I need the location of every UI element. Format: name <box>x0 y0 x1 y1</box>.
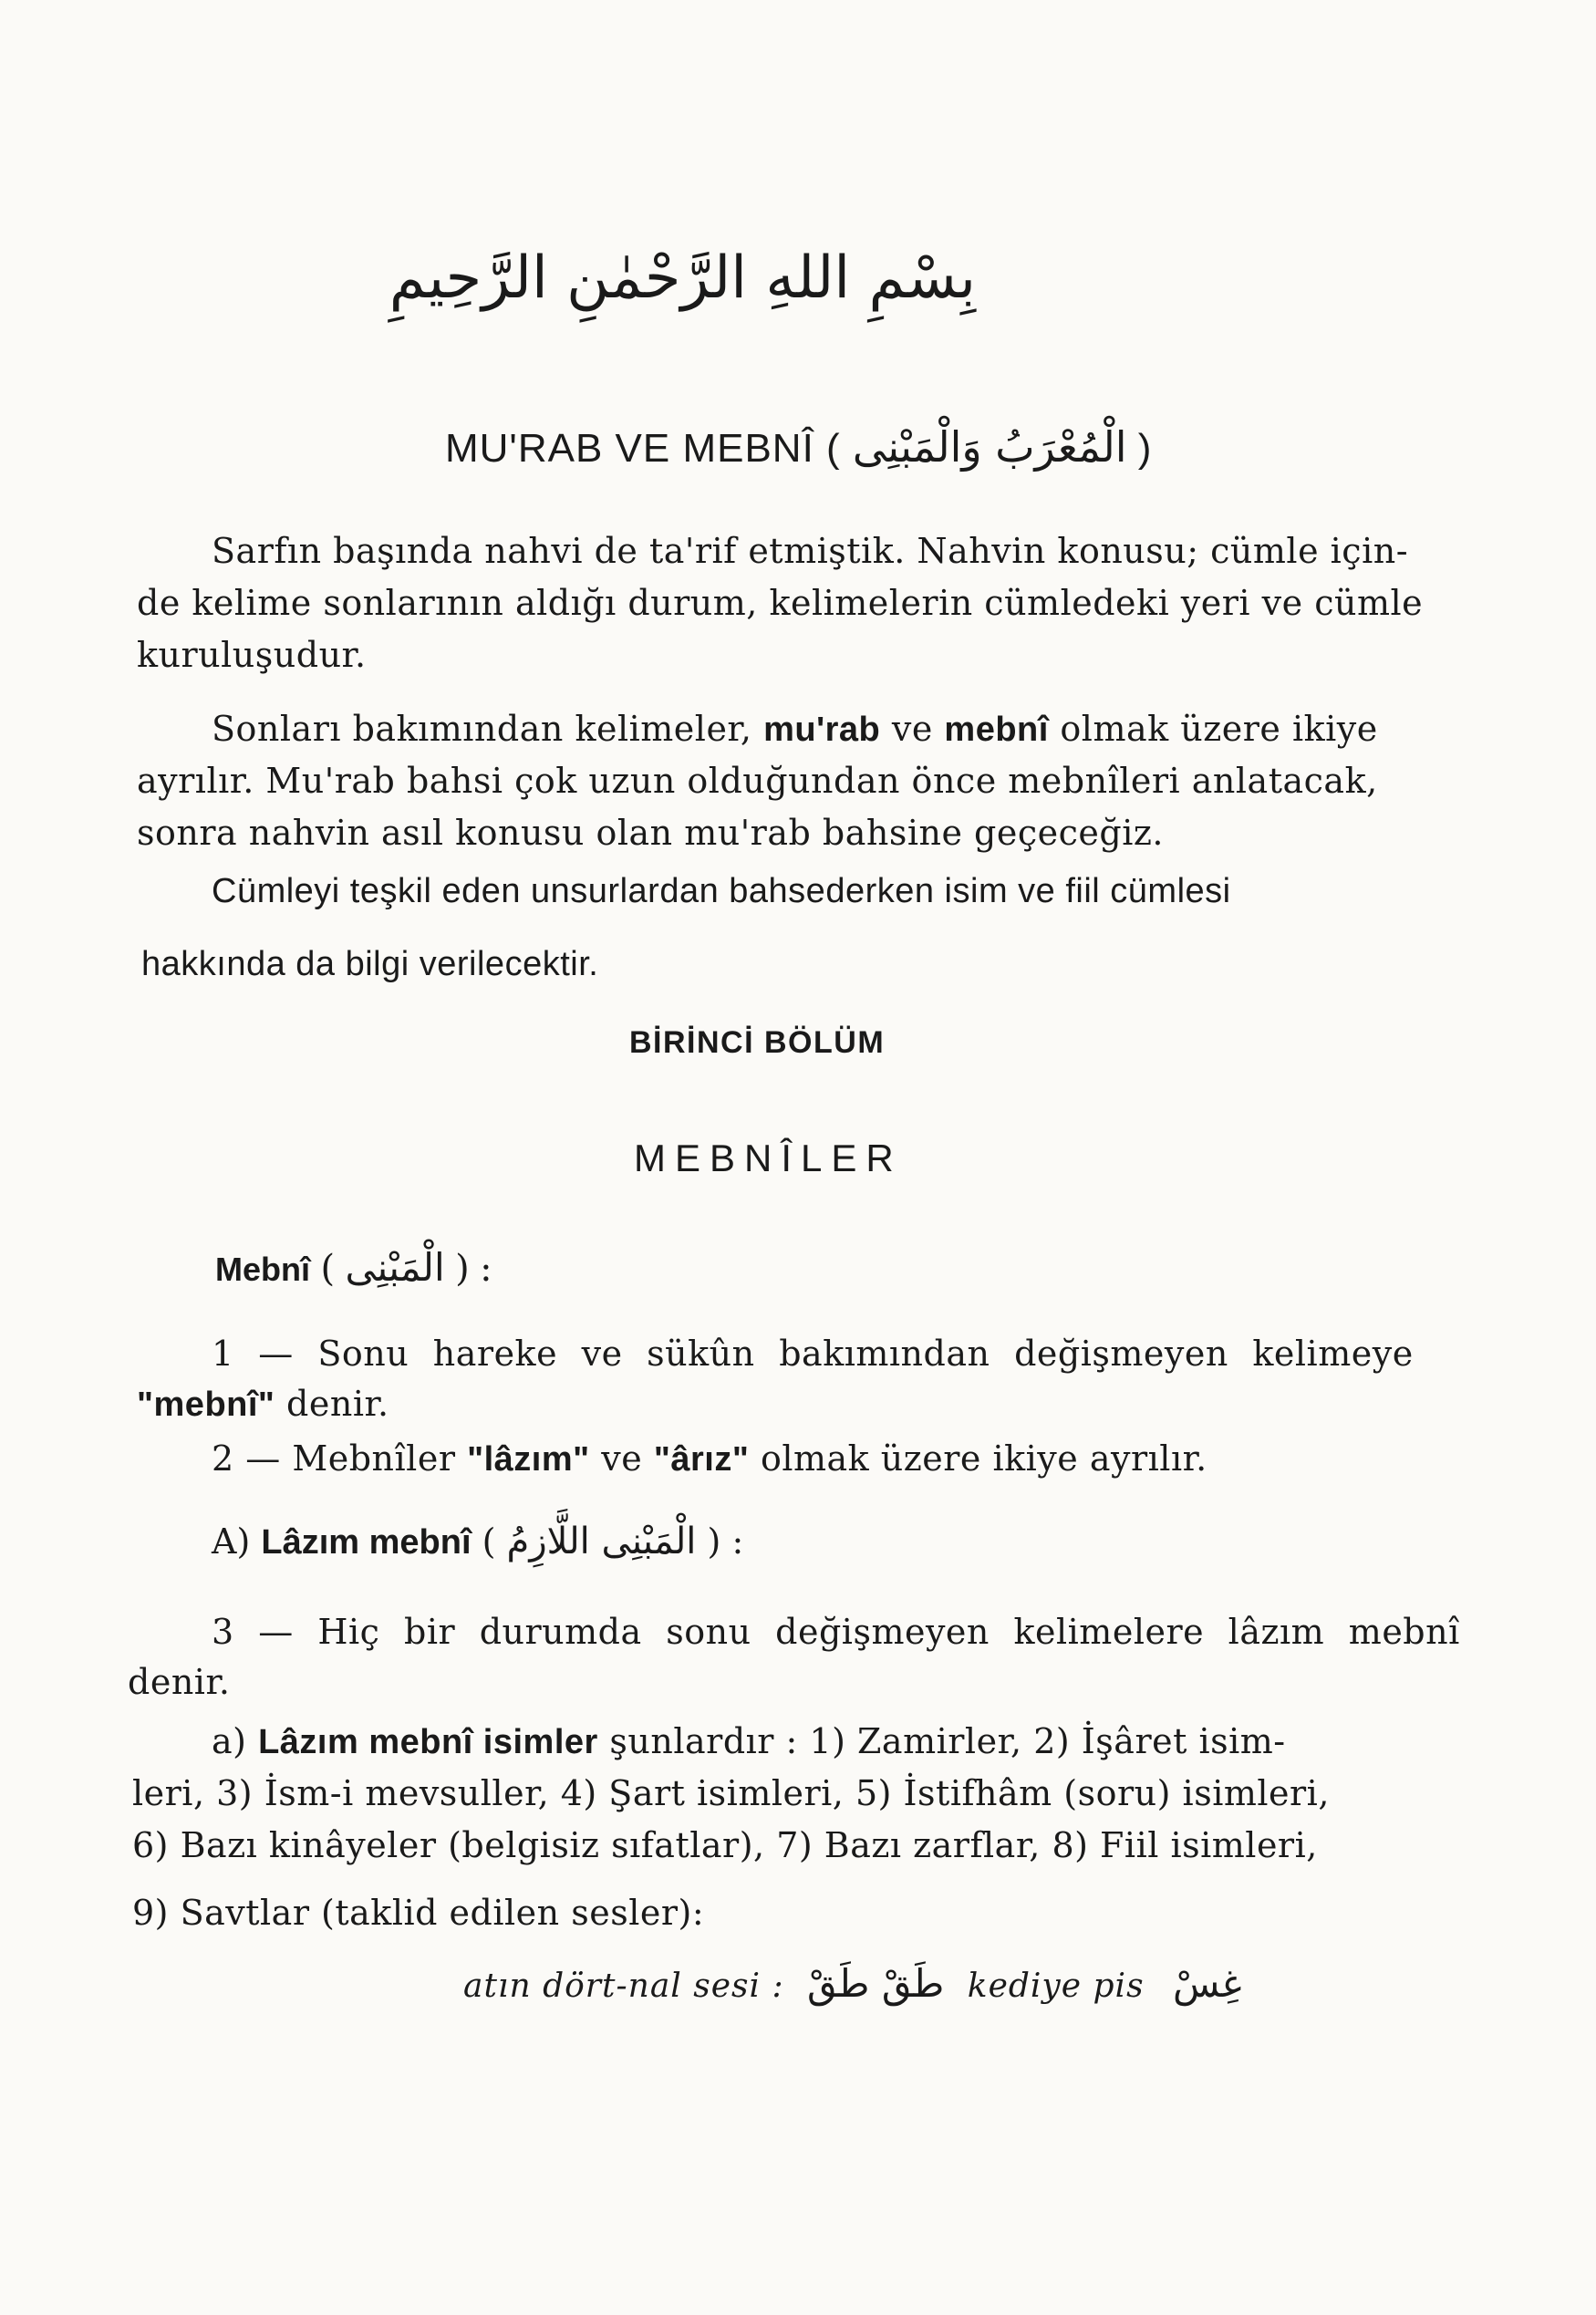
item2-e: olmak üzere ikiye ayrılır. <box>760 1438 1207 1479</box>
item1-line1: 1 — Sonu hareke ve sükûn bakımından değişmeyen kelimeye <box>212 1334 1414 1374</box>
item1-term: "mebnî" <box>137 1386 275 1424</box>
lazim-prefix: A) <box>212 1521 251 1562</box>
item2 <box>212 1432 1207 1486</box>
mebni-arabic: الْمَبْنِى <box>345 1245 445 1290</box>
example-text-1: atın dört-nal sesi : <box>463 1967 784 2005</box>
lazim-colon: : <box>731 1521 744 1562</box>
item-a-line3: 6) Bazı kinâyeler (belgisiz sıfatlar), 7) Bazı zarflar, 8) Fiil isimleri, <box>132 1825 1318 1865</box>
intro-p2-text-a: Sonları bakımından kelimeler, <box>212 709 752 749</box>
intro-p3-line2: hakkında da bilgi verilecektir. <box>141 945 599 983</box>
title-paren-close: ) <box>1137 426 1153 471</box>
intro-p1-line2: de kelime sonlarının aldığı durum, kelimelerin cümledeki yeri ve cümle <box>137 583 1424 623</box>
intro-p2-line1 <box>212 702 1378 756</box>
item-a-rest: şunlardır : 1) Zamirler, 2) İşâret isim- <box>609 1721 1286 1761</box>
item3-line1: 3 — Hiç bir durumda sonu değişmeyen kelimelere lâzım mebnî <box>212 1612 1460 1652</box>
section-heading: MEBNÎLER <box>634 1137 903 1179</box>
intro-p2-line3: sonra nahvin asıl konusu olan mu'rab bahsine geçeceğiz. <box>137 813 1164 853</box>
item2-a: 2 — Mebnîler <box>212 1438 456 1479</box>
example-text-2: kediye pis <box>967 1967 1145 2005</box>
item1-line2 <box>137 1377 389 1431</box>
mebni-colon: : <box>480 1248 492 1290</box>
intro-p2-text-c: ve <box>891 709 933 749</box>
intro-p2-text-e: olmak üzere ikiye <box>1060 709 1378 749</box>
title-text: MU'RAB VE MEBNÎ <box>445 426 814 471</box>
lazim-arabic: الْمَبْنِى اللَّازِمُ <box>506 1521 697 1562</box>
mebni-paren-open: ( <box>320 1248 336 1290</box>
page-title <box>445 415 1152 481</box>
intro-p1-line1: Sarfın başında nahvi de ta'rif etmiştik. Nahvin konusu; cümle için- <box>212 531 1409 571</box>
lazim-paren-open: ( <box>482 1521 496 1562</box>
intro-p2-line2: ayrılır. Mu'rab bahsi çok uzun olduğundan önce mebnîleri anlatacak, <box>137 761 1378 801</box>
title-paren-open: ( <box>826 426 841 471</box>
item-a-line2: leri, 3) İsm-i mevsuller, 4) Şart isimleri, 5) İstifhâm (soru) isimleri, <box>132 1773 1330 1813</box>
item2-ariz: "ârız" <box>653 1440 750 1479</box>
mebni-label: Mebnî <box>215 1251 310 1288</box>
item3-line2: denir. <box>128 1662 231 1702</box>
lazim-heading <box>212 1510 743 1574</box>
mebni-paren-close: ) <box>455 1248 470 1290</box>
title-arabic: الْمُعْرَبُ وَالْمَبْنِى <box>852 422 1127 472</box>
example-line <box>463 1952 1242 2019</box>
term-mebni: mebnî <box>944 711 1049 749</box>
item-a-line4: 9) Savtlar (taklid edilen sesler): <box>132 1893 705 1933</box>
intro-p3-line1: Cümleyi teşkil eden unsurlardan bahsederken isim ve fiil cümlesi <box>212 872 1231 910</box>
basmala: بِسْمِ اللهِ الرَّحْمٰنِ الرَّحِيمِ <box>389 244 976 312</box>
lazim-paren-close: ) <box>707 1521 721 1562</box>
chapter-label: BİRİNCİ BÖLÜM <box>629 1025 886 1060</box>
item2-c: ve <box>601 1438 643 1479</box>
term-murab: mu'rab <box>763 711 881 749</box>
item1-rest: denir. <box>286 1384 389 1424</box>
item-a-bold: Lâzım mebnî isimler <box>258 1723 598 1761</box>
item2-lazim: "lâzım" <box>467 1440 590 1479</box>
intro-p1-line3: kuruluşudur. <box>137 635 367 675</box>
example-arabic-2: غِسْ <box>1173 1961 1242 2006</box>
mebni-heading <box>215 1236 492 1303</box>
item-a-prefix: a) <box>212 1721 247 1761</box>
lazim-label: Lâzım mebnî <box>261 1523 472 1562</box>
example-arabic-1: طَقْ طَقْ <box>807 1961 945 2006</box>
item-a-line1 <box>212 1715 1286 1769</box>
